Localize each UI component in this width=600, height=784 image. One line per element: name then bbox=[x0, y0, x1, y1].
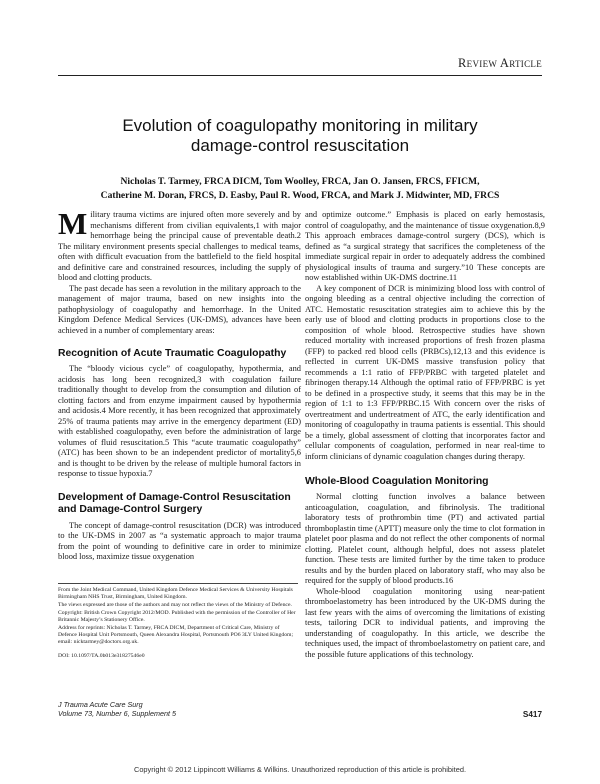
title-line-2: damage-control resuscitation bbox=[190, 136, 410, 155]
section-heading-whole-blood: Whole-Blood Coagulation Monitoring bbox=[305, 476, 489, 487]
section-heading-dcr bbox=[58, 492, 301, 517]
journal-volume: Volume 73, Number 6, Supplement 5 bbox=[58, 708, 176, 718]
header-divider bbox=[58, 75, 542, 76]
authors-line-2: Catherine M. Doran, FRCS, D. Easby, Paul R. Wood, FRCA, and Mark J. Midwinter, MD, FRCS bbox=[100, 189, 500, 201]
footnote-disclaimer: The views expressed are those of the authors and may not reflect the views of the Ministry of Defence. bbox=[58, 602, 292, 608]
dcr-paragraph: The concept of damage-control resuscitation (DCR) was introduced to the UK-DMS in 2007 as “a systematic approach to major trauma from the point of wounding to definitive care in order to minimize blood loss, maximize tissue oxygenation bbox=[58, 520, 301, 562]
section-heading-atc: Recognition of Acute Traumatic Coagulopathy bbox=[58, 348, 287, 359]
footnote-affiliation: From the Joint Medical Command, United Kingdom Defence Medical Services & University Hospitals Birmingham NHS Trust, Birmingham, United Kingdom. bbox=[58, 587, 293, 600]
dcr-continued-paragraph: and optimize outcome.” Emphasis is placed on early hemostasis, control of coagulopathy, and the maintenance of tissue oxygenation.8,9 This approach embraces damage-control surgery (DCS), which is defined as “a surgical strategy that sacrifices the completeness of the immediate surgical repair in order to adequately address the combined physiological insults of trauma and surgery.”10 These concepts are now established within UK-DMS doctrine.11 bbox=[305, 210, 545, 282]
whole-blood-paragraph-1: Normal clotting function involves a balance between anticoagulation, coagulation, and fibrinolysis. The traditional laboratory tests of prothrombin time (PT) and activated partial thromboplastin time (APTT) measure only the time to clot formation in platelet poor plasma and do not reflect the other components of normal clotting. Platelet count, although helpful, does not assess platelet function. These tests are limited further by the time taken to produce results and by the burden placed on laboratory staff, who may also be required for the supply of blood products.16 bbox=[305, 492, 545, 586]
article-title bbox=[60, 116, 540, 156]
footnotes bbox=[58, 583, 298, 659]
dcr-key-component-paragraph: A key component of DCR is minimizing blood loss with control of ongoing bleeding as a central objective including the correction of ATC. Hemostatic resuscitation strategies aim to achieve this by the early use of blood and clotting products in proportions close to the composition of whole blood. Retrospective studies have shown reduced mortality with increased proportions of fresh frozen plasma (FFP) to packed red blood cells (PRBCs),12,13 and this evidence is reflected in current UK-DMS massive transfusion policy that recommends a 1:1 ratio of FFP/PRBC with targeted platelet and fibrinogen therapy.14 Although the optimal ratio of FFP/PRBC is yet to be defined in a prospective study, it seems that this may be in the region of 1:1 to 1:3 FFP/PRBC.15 With concern over the risks of overtreatment and undertreatment of ATC, the early identification and monitoring of coagulopathy in trauma patients is essential. This should be a timely, global assessment of clotting that incorporates factor and cellular components of coagulation, performed in near real-time to inform clinicians of dynamic coagulation changes during therapy. bbox=[305, 283, 545, 461]
left-column bbox=[58, 206, 301, 563]
intro-paragraph-2: The past decade has seen a revolution in the military approach to the management of major trauma, based on new insights into the pathophysiology of coagulopathy and hemorrhage. In the United Kingdom Defence Medical Services (UK-DMS), advances have been achieved in a number of complementary areas: bbox=[58, 283, 301, 335]
journal-citation bbox=[58, 701, 176, 718]
intro-paragraph bbox=[58, 206, 301, 284]
footnote-reprints: Address for reprints: Nicholas T. Tarmey, FRCA DICM, Department of Critical Care, Ministry of Defence Hospital Unit Portsmouth, Queen Alexandra Hospital, Portsmouth PO6 3LY United Kingdom; email: nicktarmey@doctors.org.uk. bbox=[58, 625, 294, 645]
author-list bbox=[60, 175, 540, 202]
journal-name: J Trauma Acute Care Surg bbox=[58, 700, 143, 709]
section-label: Review Article bbox=[458, 56, 542, 70]
footnote-copyright: Copyright: British Crown Copyright 2012/MOD. Published with the permission of the Controller of Her Britannic Majesty’s Stationery Office. bbox=[58, 610, 296, 623]
copyright-notice: Copyright © 2012 Lippincott Williams & Wilkins. Unauthorized reproduction of this article is prohibited. bbox=[133, 765, 467, 774]
dcr-heading-line-2: and Damage-Control Surgery bbox=[58, 504, 203, 516]
whole-blood-paragraph-2: Whole-blood coagulation monitoring using near-patient thromboelastometry has been introduced by the UK-DMS during the last few years with the aims of overcoming the limitations of existing tests, tailoring DCR to individual patients, and improving the understanding of coagulopathy. In this article, we describe the techniques used, the impact of thromboelastometry on patient care, and the possible future applications of this technology. bbox=[305, 586, 545, 659]
dcr-heading-line-1: Development of Damage-Control Resuscitation bbox=[58, 491, 291, 503]
authors-line-1: Nicholas T. Tarmey, FRCA DICM, Tom Woolley, FRCA, Jan O. Jansen, FRCS, FFICM, bbox=[120, 176, 480, 187]
atc-paragraph: The “bloody vicious cycle” of coagulopathy, hypothermia, and acidosis has long been recognized,3 with coagulation failure traditionally thought to develop from the consumption and dilution of clotting factors and from enzyme impairment caused by hypothermia and acidosis.4 More recently, it has been recognized that approximately 25% of trauma patients may arrive in the emergency department (ED) with established coagulopathy, even before the administration of large volumes of fluid resuscitation.5 This “acute traumatic coagulopathy” (ATC) has been shown to be an independent predictor of mortality5,6 and is thought to be driven by the release of multiple humoral factors in response to tissue hypoxia.7 bbox=[58, 364, 301, 479]
page-number: S417 bbox=[522, 710, 542, 719]
doi: DOI: 10.1097/TA.0b013e31827546e0 bbox=[58, 653, 145, 659]
drop-cap: M bbox=[58, 206, 88, 241]
title-line-1: Evolution of coagulopathy monitoring in military bbox=[122, 116, 478, 135]
right-column bbox=[305, 210, 545, 660]
intro-text: ilitary trauma victims are injured often more severely and by mechanisms different from civilian equivalents,1 with major hemorrhage being the principal cause of preventable death.2 The military environment presents special challenges to medical teams, often with difficult evacuation from the battlefield to the field hospital and definitive care and constrained resources, including the supply of blood and clotting products. bbox=[58, 210, 301, 282]
